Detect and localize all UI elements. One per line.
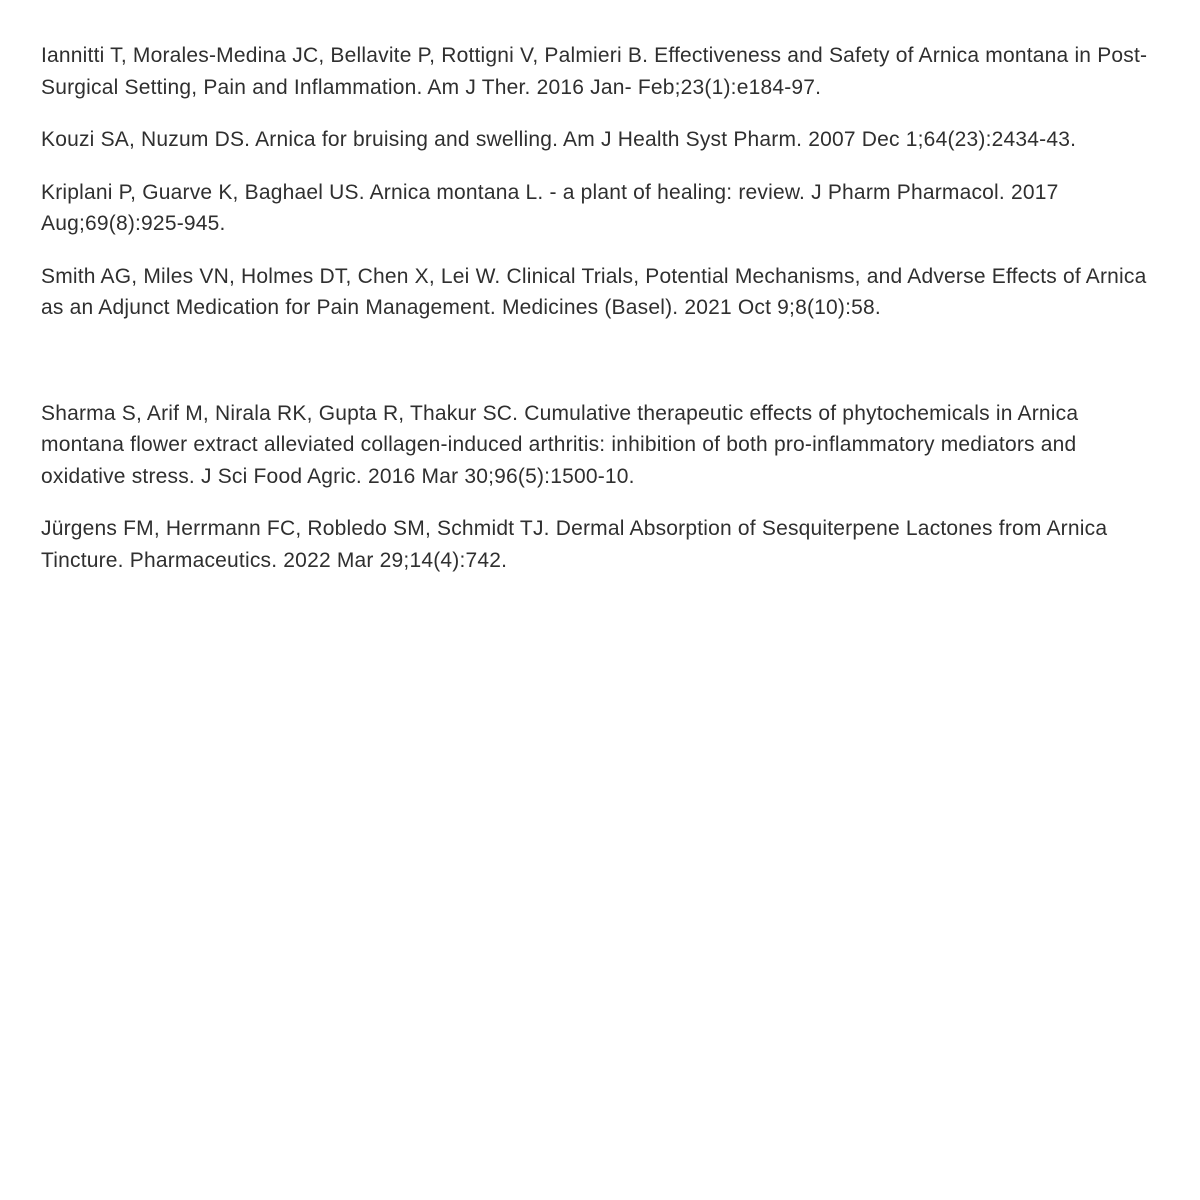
paragraph-spacer <box>41 345 1162 398</box>
reference-citation-2: Kouzi SA, Nuzum DS. Arnica for bruising and swelling. Am J Health Syst Pharm. 2007 Dec 1;64(23):2434-43. <box>41 128 1077 151</box>
reference-citation-4: Smith AG, Miles VN, Holmes DT, Chen X, Lei W. Clinical Trials, Potential Mechanisms, and Adverse Effects of Arnica as an Adjunct Medication for Pain Management. Medicines (Basel). 2021 Oct 9;8(10):58. <box>41 264 1147 319</box>
reference-citation-3: Kriplani P, Guarve K, Baghael US. Arnica montana L. - a plant of healing: review. J Pharm Pharmacol. 2017 Aug;69(8):925-945. <box>41 180 1059 235</box>
references-list <box>0 0 1200 576</box>
reference-citation-6: Jürgens FM, Herrmann FC, Robledo SM, Schmidt TJ. Dermal Absorption of Sesquiterpene Lactones from Arnica Tincture. Pharmaceutics. 2022 Mar 29;14(4):742. <box>41 517 1108 572</box>
reference-citation-5: Sharma S, Arif M, Nirala RK, Gupta R, Thakur SC. Cumulative therapeutic effects of phytochemicals in Arnica montana flower extract alleviated collagen-induced arthritis: inhibition of both pro-inflammatory mediators and oxidative stress. J Sci Food Agric. 2016 Mar 30;96(5):1500-10. <box>41 401 1079 488</box>
reference-citation-1: Iannitti T, Morales-Medina JC, Bellavite P, Rottigni V, Palmieri B. Effectiveness and Safety of Arnica montana in Post-Surgical Setting, Pain and Inflammation. Am J Ther. 2016 Jan- Feb;23(1):e184-97. <box>41 44 1148 99</box>
